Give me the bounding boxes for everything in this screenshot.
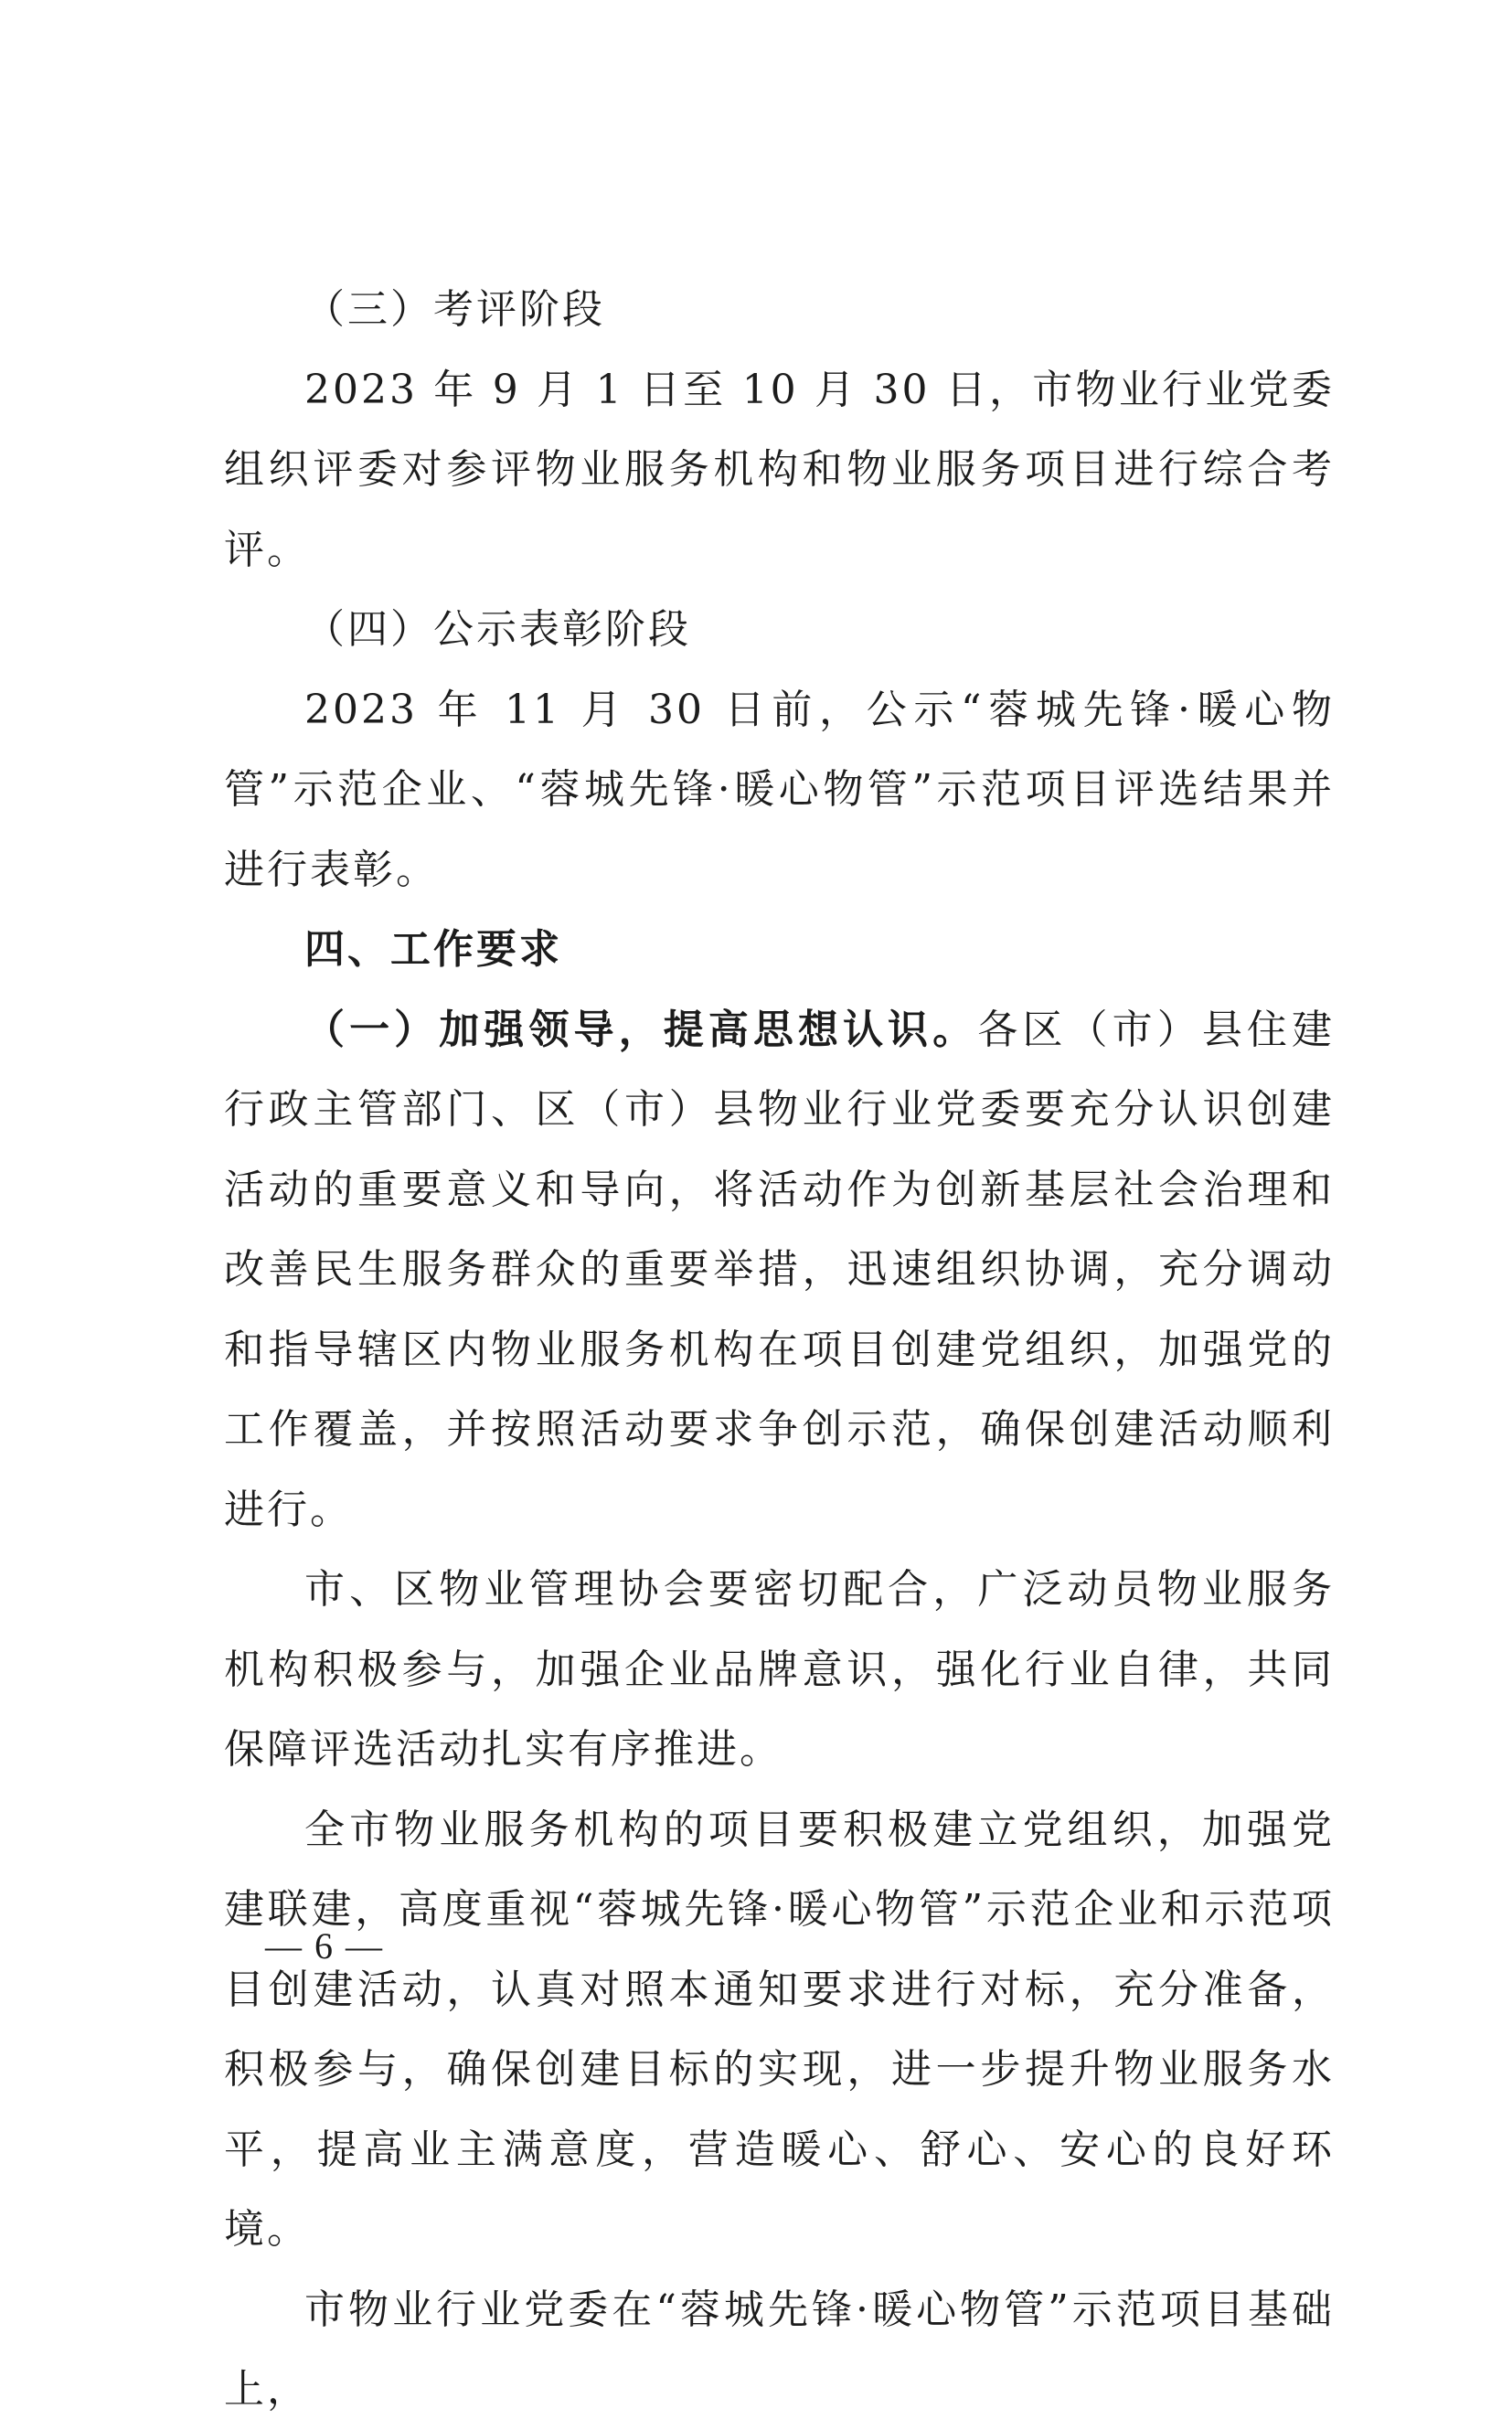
paragraph-leadership: [224, 990, 1335, 1551]
paragraph-body: 各区（市）县住建行政主管部门、区（市）县物业行业党委要充分认识创建活动的重要意义和导向，将活动作为创新基层社会治理和改善民生服务群众的重要举措，迅速组织协调，充分调动和指导辖区内物业服务机构在项目创建党组织，加强党的工作覆盖，并按照活动要求争创示范，确保创建活动顺利进行。: [224, 1006, 1336, 1533]
document-body: [224, 270, 1335, 2430]
paragraph-party-building: 全市物业服务机构的项目要积极建立党组织，加强党建联建，高度重视“蓉城先锋·暖心物管”示范企业和示范项目创建活动，认真对照本通知要求进行对标，充分准备，积极参与，确保创建目标的实现，进一步提升物业服务水平，提高业主满意度，营造暖心、舒心、安心的良好环境。: [224, 1806, 1335, 2253]
paragraph-evaluation-schedule: 2023 年 9 月 1 日至 10 月 30 日，市物业行业党委组织评委对参评物业服务机构和物业服务项目进行综合考评。: [224, 366, 1335, 573]
section-heading-announcement: （四）公示表彰阶段: [304, 606, 691, 653]
paragraph-association-cooperation: 市、区物业管理协会要密切配合，广泛动员物业服务机构积极参与，加强企业品牌意识，强化行业自律，共同保障评选活动扎实有序推进。: [224, 1566, 1335, 1773]
paragraph-lead-phrase: （一）加强领导，提高思想认识。: [304, 1006, 978, 1053]
paragraph-continuation: 市物业行业党委在“蓉城先锋·暖心物管”示范项目基础上，: [224, 2286, 1335, 2413]
paragraph-announcement-schedule: 2023 年 11 月 30 日前，公示“蓉城先锋·暖心物管”示范企业、“蓉城先锋·暖心物管”示范项目评选结果并进行表彰。: [224, 686, 1335, 893]
page-number: — 6 —: [265, 1925, 384, 1966]
section-heading-work-requirements: 四、工作要求: [304, 926, 562, 973]
section-heading-evaluation: （三）考评阶段: [304, 286, 605, 333]
